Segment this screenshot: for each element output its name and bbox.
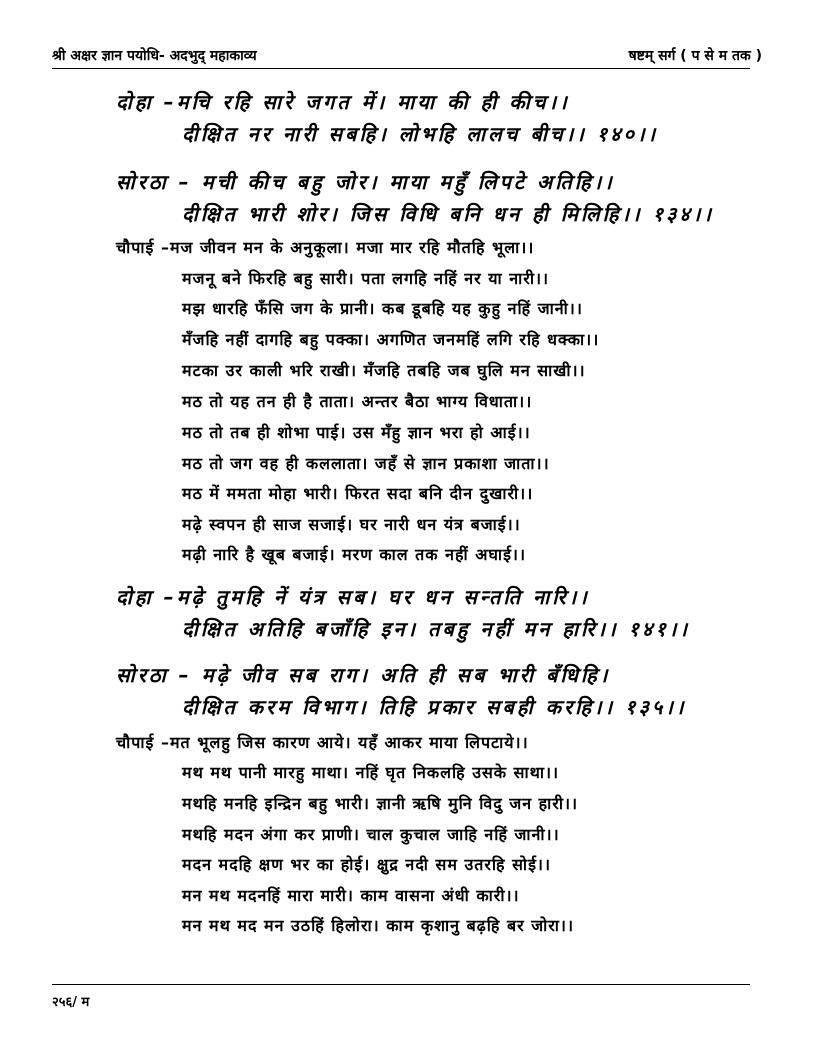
- chaupai-1-line-4: मँजहि नहीं दागहि बहु पक्का। अगणित जनमहिं लगि रहि धक्का।।: [182, 330, 600, 349]
- chaupai-2-line-3: मथहि मनहि इन्द्रिन बहु भारी। ज्ञानी ऋषि मुनि विदु जन हारी।।: [182, 794, 579, 813]
- chaupai-2-line-4: मथहि मदन अंगा कर प्राणी। चाल कुचाल जाहि नहिं जानी।।: [182, 825, 560, 844]
- doha-2-line-1: दोहा –मढ़े तुमहि नें यंत्र सब। घर धन सन्तति नारि।।: [116, 585, 590, 609]
- page-header: [52, 42, 762, 68]
- header-rule: [52, 68, 750, 69]
- sortha-2-line-2: दीक्षित करम विभाग। तिहि प्रकार सबही करहि।। १३५।।: [182, 695, 687, 719]
- page-number: २५६/ म: [52, 995, 90, 1010]
- chapter-title: षष्टम् सर्ग ( प से म तक ): [628, 48, 762, 64]
- sortha-2-line-1: सोरठा – मढ़े जीव सब राग। अति ही सब भारी बँधिहि।: [116, 663, 611, 687]
- doha-1-line-2: दीक्षित नर नारी सबहि। लोभहि लालच बीच।। १४०।।: [182, 122, 659, 146]
- chaupai-1-line-9: मठ में ममता मोहा भारी। फिरत सदा बनि दीन दुखारी।।: [182, 484, 534, 503]
- doha-1-line-1: दोहा –मचि रहि सारे जगत में। माया की ही कीच।।: [116, 90, 570, 114]
- chaupai-2-line-5: मदन मदहि क्षण भर का होई। क्षुद्र नदी सम उतरहि सोई।।: [182, 855, 552, 874]
- chaupai-1-line-1: चौपाई –मज जीवन मन के अनुकूला। मजा मार रहि मौतहि भूला।।: [116, 238, 535, 257]
- sortha-1-line-1: सोरठा – मची कीच बहु जोर। माया महुँ लिपटे अतिहि।।: [116, 170, 615, 194]
- sortha-1-line-2: दीक्षित भारी शोर। जिस विधि बनि धन ही मिलिहि।। १३४।।: [182, 202, 714, 226]
- chaupai-1-line-2: मजनू बने फिरहि बहु सारी। पता लगहि नहिं नर या नारी।।: [182, 269, 550, 288]
- doha-2-line-2: दीक्षित अतिहि बजाँहि इन। तबहु नहीं मन हारि।। १४१।।: [182, 617, 690, 641]
- book-title: श्री अक्षर ज्ञान पयोधि- अदभुद् महाकाव्य: [52, 48, 257, 64]
- chaupai-1-line-11: मढ़ी नारि है खूब बजाई। मरण काल तक नहीं अघाई।।: [182, 545, 527, 564]
- footer-rule: [52, 984, 750, 985]
- chaupai-2-line-2: मथ मथ पानी मारहु माथा। नहिं घृत निकलहि उसके साथा।।: [182, 763, 560, 782]
- chaupai-2-line-7: मन मथ मद मन उठहिं हिलोरा। काम कृशानु बढ़हि बर जोरा।।: [182, 916, 575, 935]
- chaupai-1-line-8: मठ तो जग वह ही कललाता। जहँ से ज्ञान प्रकाशा जाता।।: [182, 454, 550, 473]
- chaupai-1-line-10: मढ़े स्वपन ही साज सजाई। घर नारी धन यंत्र बजाई।।: [182, 515, 521, 534]
- chaupai-2-line-1: चौपाई –मत भूलहु जिस कारण आये। यहँ आकर माया लिपटाये।।: [116, 733, 529, 752]
- chaupai-1-line-7: मठ तो तब ही शोभा पाई। उस मँहु ज्ञान भरा हो आई।।: [182, 423, 531, 442]
- chaupai-1-line-6: मठ तो यह तन ही है ताता। अन्तर बैठा भाग्य विधाता।।: [182, 392, 533, 411]
- chaupai-1-line-5: मटका उर काली भरि राखी। मँजहि तबहि जब घुलि मन साखी।।: [182, 361, 586, 380]
- chaupai-1-line-3: मझ धारहि फँसि जग के प्रानी। कब डूबहि यह कुहु नहिं जानी।।: [182, 299, 583, 318]
- chaupai-2-line-6: मन मथ मदनहिं मारा मारी। काम वासना अंधी कारी।।: [182, 886, 520, 905]
